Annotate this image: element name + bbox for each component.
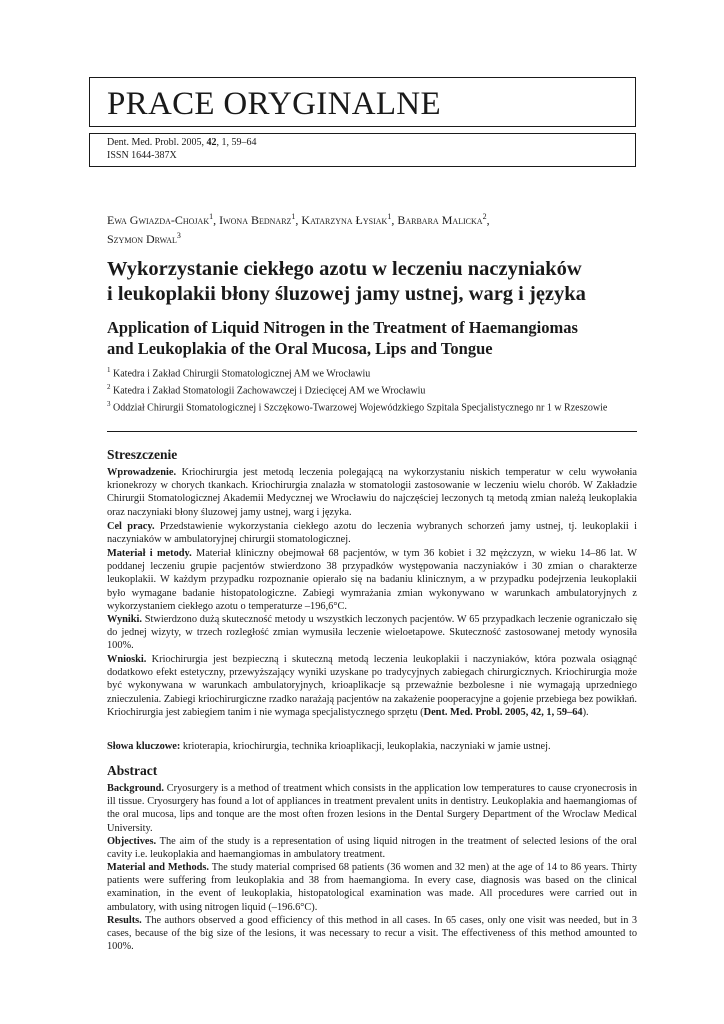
author: Katarzyna Łysiak$^1$, [301, 212, 398, 227]
author: Barbara Malicka$^2$, [397, 212, 490, 227]
paragraph-wprowadzenie: Wprowadzenie. Kriochirurgia jest metodą leczenia polegającą na wykorzystaniu niskich temperatur w celu wywołania krionekrozy w chorych tkankach. Kriochirurgia znalazła w stomatologii zastosowanie w leczeniu wielu chorób. W Zakładzie Chirurgii Stomatologicznej Akademii Medycznej we Wrocławiu do najczęściej leczonych tą metodą zmian należą leukoplakia oraz naczyniaki błony śluzowej jamy ustnej, warg i języka. [107, 467, 637, 518]
affiliation: $^3$ Oddział Chirurgii Stomatologicznej i Szczękowo-Twarzowej Wojewódzkiego Szpitala Specjalistycznego nr 1 w Rzeszowie [107, 399, 608, 414]
journal-volume: 42 [206, 137, 217, 148]
affiliations [107, 364, 637, 415]
streszczenie-heading: Streszczenie [107, 447, 178, 462]
section-title: PRACE ORYGINALNE [107, 86, 441, 122]
author: Iwona Bednarz$^1$, [219, 212, 302, 227]
paragraph-material-methods: Material and Methods. The study material comprised 68 patients (36 women and 32 men) at the age of 14 to 86 years. Thirty patients were suffering from leukoplakia and 38 from haemangioma. In every case, diagnosis was based on the clinical examination, in the event of leukoplakia, histopatological examination was made. All procedures were carried out in ambulatory, with using nitrogen liquid (–196.6°C). [107, 862, 637, 913]
author-list [107, 209, 637, 247]
paragraph-objectives: Objectives. The aim of the study is a representation of using liquid nitrogen in the treatment of selected lesions of the oral cavity i.e. leukoplakia and haemangiomas in ambulatory treatment. [107, 836, 637, 861]
abstract-heading: Abstract [107, 763, 158, 778]
paragraph-material: Materiał i metody. Materiał kliniczny obejmował 68 pacjentów, w tym 36 kobiet i 32 mężczyzn, w wieku 14–86 lat. W poddanej leczeniu grupie pacjentów stwierdzono 38 przypadków występowania naczyniaków i 30 zmian o charakterze leukoplakii. W każdym przypadku rozpoznanie opierało się na badaniu klinicznym, a w przypadku podejrzenia leukoplakii było wymagane badanie histopatologiczne. Zabiegi wymrażania zmian wykonywano w warunkach ambulatoryjnych z wykorzystaniem ciekłego azotu o temperaturze –196,6°C. [107, 548, 637, 612]
author: Ewa Gwiazda-Chojak$^1$, [107, 212, 220, 227]
paragraph-wnioski: Wnioski. Kriochirurgia jest bezpieczną i skuteczną metodą leczenia leukoplakii i naczyniaków, która pozwala osiągnąć dodatkowo efekt estetyczny, przewyższający wyniki uzyskane po tradycyjnych zabiegach chirurgicznych. Kriochirurgia może być wykonywana w warunkach ambulatoryjnych, krioaplikacje są przeważnie bezbolesne i nie wymagają uprzedniego znieczulenia. Zabiegi kriochirurgiczne rzadko narażają pacjentów na zakażenie pooperacyjne a gojenie przebiega bez powikłań. Kriochirurgia jest zabiegiem tanim i nie wymaga specjalistycznego sprzętu (Dent. Med. Probl. 2005, 42, 1, 59–64). [107, 654, 637, 718]
author: Szymon Drwal$^3$ [107, 231, 181, 246]
paragraph-cel: Cel pracy. Przedstawienie wykorzystania ciekłego azotu do leczenia wybranych schorzeń jamy ustnej, tj. leukoplakii i naczyniaków w ambulatoryjnej chirurgii stomatologicznej. [107, 521, 637, 546]
affiliation: $^2$ Katedra i Zakład Stomatologii Zachowawczej i Dziecięcej AM we Wrocławiu [107, 382, 426, 397]
issn: ISSN 1644-387X [107, 150, 177, 161]
paragraph-results: Results. The authors observed a good efficiency of this method in all cases. In 65 cases, only one visit was needed, but in 3 cases, because of the big size of the lesions, it was necessary to recur a visit. The effectiveness of this method amounted to 100%. [107, 915, 637, 953]
paragraph-background: Background. Cryosurgery is a method of treatment which consists in the application low temperatures to cause cryonecrosis in ill tissue. Cryosurgery has found a lot of appliances in treatment prevalent units in dentistry. Leukoplakia and haemangiomas of the oral mucosa, lips and tonque are the most often frozen lesions in the Dental Surgery Department of the Wroclaw Medical University. [107, 783, 637, 834]
affiliation: $^1$ Katedra i Zakład Chirurgii Stomatologicznej AM we Wrocławiu [107, 366, 371, 380]
journal-reference: Dent. Med. Probl. 2005, 42, 1, 59–64 [107, 137, 257, 148]
journal-info [107, 136, 256, 162]
divider [107, 431, 637, 432]
title-polish: Wykorzystanie ciekłego azotu w leczeniu naczyniaków i leukoplakii błony śluzowej jamy ustnej, warg i języka [107, 258, 586, 305]
paragraph-wyniki: Wyniki. Stwierdzono dużą skuteczność metody u wszystkich leczonych pacjentów. W 65 przypadkach leczenie ograniczało się do jednej wizyty, w trzech rozległość zmian wymusiła leczenie wieloetapowe. Skuteczność zastosowanej metody wynosiła 100%. [107, 614, 637, 652]
title-english: Application of Liquid Nitrogen in the Treatment of Haemangiomas and Leukoplakia of the Oral Mucosa, Lips and Tongue [107, 318, 578, 358]
paragraph-keywords: Słowa kluczowe: krioterapia, kriochirurgia, technika krioaplikacji, leukoplakia, naczyniaki w jamie ustnej. [107, 741, 551, 752]
